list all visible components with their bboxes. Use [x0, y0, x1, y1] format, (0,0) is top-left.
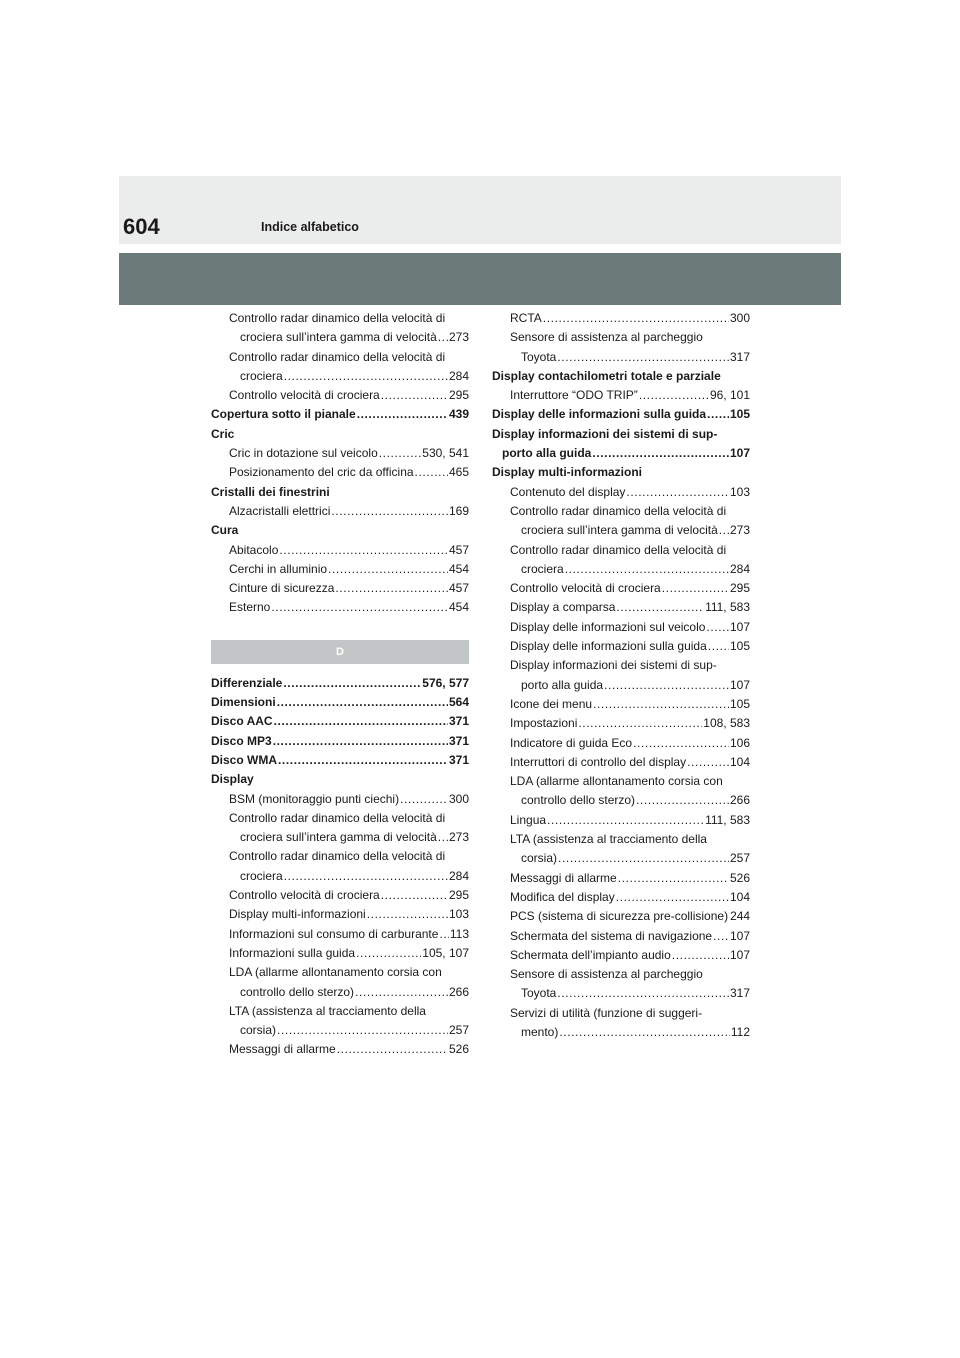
dot-leader — [604, 676, 729, 695]
index-entry-sub — [211, 579, 469, 598]
dot-leader — [547, 811, 704, 830]
index-page-ref: 284 — [448, 868, 469, 883]
index-entry-text: Dimensioni — [211, 695, 276, 710]
index-page-ref: 103 — [729, 484, 750, 499]
dot-leader — [557, 984, 729, 1003]
index-page-ref: 526 — [448, 1042, 469, 1057]
index-entry-sub — [492, 386, 750, 405]
index-entry-text: Impostazioni — [510, 716, 578, 731]
index-entry-text: LTA (assistenza al tracciamento della — [229, 1003, 426, 1018]
index-entry-text: Controllo velocità di crociera — [510, 581, 661, 596]
index-entry-text: Controllo velocità di crociera — [229, 888, 380, 903]
index-entry-text: Messaggi di allarme — [510, 870, 617, 885]
index-page-ref: 257 — [729, 851, 750, 866]
index-entry-text: Differenziale — [211, 675, 283, 690]
index-entry-sub — [492, 502, 750, 541]
index-entry-text: Display informazioni dei sistemi di sup- — [510, 658, 717, 673]
index-entry-text: LDA (allarme allontanamento corsia con — [510, 774, 723, 789]
index-entry-sub — [492, 714, 750, 733]
index-entry-sub — [211, 847, 469, 886]
dot-leader — [381, 386, 448, 405]
dot-leader — [636, 791, 729, 810]
index-page-ref: 317 — [729, 986, 750, 1001]
index-entry-text: Cric — [211, 426, 235, 441]
index-page-ref: 295 — [729, 581, 750, 596]
dot-leader — [381, 886, 448, 905]
index-entry-sub — [211, 309, 469, 348]
dot-leader — [558, 849, 729, 868]
index-entry-text: Display contachilometri totale e parziale — [492, 368, 721, 383]
dot-leader — [593, 695, 729, 714]
index-entry-sub — [211, 1040, 469, 1059]
index-entry-text: Display delle informazioni sulla guida — [492, 407, 707, 422]
index-entry-text: Display multi-informazioni — [229, 907, 366, 922]
dot-leader — [356, 944, 421, 963]
index-page-ref: 465 — [448, 465, 469, 480]
index-page-ref: 106 — [729, 735, 750, 750]
index-entry-text: Disco MP3 — [211, 733, 272, 748]
index-entry-sub — [492, 811, 750, 830]
index-entry-sub — [211, 905, 469, 924]
index-entry-text: Controllo velocità di crociera — [229, 388, 380, 403]
index-entry-text: porto alla guida — [502, 446, 592, 461]
index-entry-text: crociera sull’intera gamma di velocità — [521, 523, 718, 538]
index-entry-text: Icone dei menu — [510, 696, 593, 711]
index-entry-text: LDA (allarme allontanamento corsia con — [229, 965, 442, 980]
index-entry-text: Cerchi in alluminio — [229, 561, 328, 576]
index-entry-text: Cristalli dei finestrini — [211, 484, 330, 499]
index-entry-sub — [211, 444, 469, 463]
index-entry-text: LTA (assistenza al tracciamento della — [510, 832, 707, 847]
index-page-ref: 169 — [448, 503, 469, 518]
index-entry-sub — [492, 1004, 750, 1043]
dot-leader — [633, 734, 729, 753]
index-entry-sub — [211, 809, 469, 848]
index-entry-text: Servizi di utilità (funzione di suggeri- — [510, 1005, 703, 1020]
index-entry-main — [211, 674, 469, 693]
index-entry-sub — [211, 463, 469, 482]
index-entry-text: Esterno — [229, 600, 271, 615]
index-page-ref: 273 — [729, 523, 750, 538]
index-entry-sub — [492, 637, 750, 656]
index-page-ref: 266 — [448, 984, 469, 999]
index-page-ref: 105 — [729, 696, 750, 711]
dot-leader — [626, 483, 729, 502]
dot-leader — [277, 693, 448, 712]
index-entry-text: BSM (monitoraggio punti ciechi) — [229, 791, 400, 806]
index-entry-sub — [492, 541, 750, 580]
index-page-ref: 113 — [449, 926, 469, 941]
index-entry-sub — [492, 869, 750, 888]
index-column-left — [211, 309, 469, 1060]
index-entry-main — [211, 770, 469, 789]
index-page-ref: 104 — [729, 889, 750, 904]
index-entry-text: Toyota — [521, 349, 557, 364]
index-entry-text: Cinture di sicurezza — [229, 581, 335, 596]
dot-leader — [331, 502, 448, 521]
dot-leader — [543, 309, 729, 328]
index-page-ref: 300 — [729, 311, 750, 325]
index-entry-text: Schermata del sistema di navigazione — [510, 928, 713, 943]
index-entry-text: Disco AAC — [211, 714, 273, 729]
dot-leader — [662, 579, 729, 598]
index-entry-sub — [211, 560, 469, 579]
index-entry-text: Controllo radar dinamico della velocità di — [229, 349, 446, 364]
index-page-ref: 111, 583 — [705, 812, 750, 827]
index-entry-sub — [492, 888, 750, 907]
index-entry-main — [492, 367, 750, 386]
dot-leader — [439, 925, 448, 944]
index-entry-text: Interruttori di controllo del display — [510, 754, 687, 769]
dot-leader — [578, 714, 702, 733]
dot-leader — [438, 328, 448, 347]
index-entry-text: Contenuto del display — [510, 484, 626, 499]
index-entry-text: Controllo radar dinamico della velocità di — [229, 311, 446, 325]
index-page-ref: 105, 107 — [422, 945, 469, 960]
index-entry-text: Toyota — [521, 986, 557, 1001]
index-entry-text: Informazioni sul consumo di carburante — [229, 926, 439, 941]
dot-leader — [283, 674, 421, 693]
dot-leader — [284, 867, 448, 886]
index-entry-sub — [211, 502, 469, 521]
index-entry-text: Display informazioni dei sistemi di sup- — [492, 426, 718, 441]
index-entry-sub — [211, 790, 469, 809]
dot-leader — [273, 732, 448, 751]
dot-leader — [687, 753, 729, 772]
dot-leader — [559, 1023, 730, 1042]
dot-leader — [713, 927, 729, 946]
index-entry-sub — [492, 695, 750, 714]
dot-leader — [278, 751, 448, 770]
index-page-ref: 530, 541 — [422, 446, 469, 461]
index-entry-text: Cric in dotazione sul veicolo — [229, 446, 378, 461]
index-entry-text: Abitacolo — [229, 542, 279, 557]
index-entry-sub — [492, 830, 750, 869]
dot-leader — [565, 560, 729, 579]
index-entry-sub — [492, 927, 750, 946]
index-entry-sub — [211, 386, 469, 405]
index-entry-main — [211, 712, 469, 731]
index-entry-text: Controllo radar dinamico della velocità di — [510, 542, 727, 557]
dot-leader — [274, 712, 448, 731]
index-entry-text: Disco WMA — [211, 752, 277, 767]
index-entry-sub — [492, 734, 750, 753]
index-entry-sub — [211, 598, 469, 617]
index-page-ref: 454 — [448, 561, 469, 576]
index-entry-text: RCTA — [510, 311, 542, 325]
index-page-ref: 317 — [729, 349, 750, 364]
index-entry-main — [211, 521, 469, 540]
index-column-right — [492, 309, 750, 1042]
index-entry-sub — [492, 598, 750, 617]
index-entry-sub — [492, 309, 750, 328]
index-entry-text: corsia) — [521, 851, 558, 866]
index-page-ref: 107 — [729, 677, 750, 692]
dot-leader — [279, 541, 448, 560]
index-entry-text: Lingua — [510, 812, 547, 827]
index-entry-text: Indicatore di guida Eco — [510, 735, 633, 750]
index-entry-sub — [492, 656, 750, 695]
index-page-ref: 439 — [448, 407, 469, 422]
dot-leader — [672, 946, 729, 965]
index-page-ref: 371 — [448, 733, 469, 748]
header-band — [119, 253, 841, 305]
dot-leader — [335, 579, 448, 598]
index-entry-main — [492, 425, 750, 464]
index-entry-text: Display multi-informazioni — [492, 465, 643, 480]
dot-leader — [618, 869, 729, 888]
dot-leader — [616, 598, 704, 617]
index-entry-sub — [492, 907, 750, 926]
dot-leader — [379, 444, 422, 463]
index-entry-text: porto alla guida — [521, 677, 604, 692]
dot-leader — [708, 637, 729, 656]
index-entry-sub — [492, 772, 750, 811]
index-entry-text: Interruttore “ODO TRIP” — [510, 388, 638, 403]
index-page-ref: 112 — [730, 1024, 750, 1039]
index-entry-sub — [492, 618, 750, 637]
index-entry-main — [211, 693, 469, 712]
index-page-ref: 284 — [448, 368, 469, 383]
dot-leader — [284, 367, 448, 386]
index-list-c — [211, 309, 469, 618]
index-entry-sub — [211, 925, 469, 944]
index-page-ref: 454 — [448, 600, 469, 615]
dot-leader — [400, 790, 448, 809]
index-entry-text: Informazioni sulla guida — [229, 945, 356, 960]
index-entry-text: Posizionamento del cric da officina — [229, 465, 414, 480]
dot-leader — [616, 888, 729, 907]
index-page-ref: 103 — [448, 907, 469, 922]
index-entry-sub — [211, 886, 469, 905]
index-page-ref: 371 — [448, 714, 469, 729]
index-entry-text: crociera — [240, 368, 283, 383]
index-entry-text: Copertura sotto il pianale — [211, 407, 356, 422]
index-entry-sub — [211, 944, 469, 963]
dot-leader — [592, 444, 729, 463]
index-entry-text: Controllo radar dinamico della velocità di — [229, 810, 446, 825]
index-entry-text: PCS (sistema di sicurezza pre-collisione) — [510, 909, 729, 924]
index-entry-sub — [492, 753, 750, 772]
index-page-ref: 457 — [448, 581, 469, 596]
index-entry-sub — [492, 965, 750, 1004]
index-entry-main — [211, 405, 469, 424]
index-page-ref: 371 — [448, 752, 469, 767]
index-page-ref: 300 — [448, 791, 469, 806]
index-entry-text: Controllo radar dinamico della velocità di — [229, 849, 446, 864]
index-entry-main — [211, 751, 469, 770]
index-entry-text: crociera — [240, 868, 283, 883]
index-page-ref: 107 — [729, 947, 750, 962]
index-entry-sub — [211, 1002, 469, 1041]
index-page-ref: 526 — [729, 870, 750, 885]
index-entry-sub — [211, 541, 469, 560]
index-entry-text: Sensore di assistenza al parcheggio — [510, 330, 703, 345]
dot-leader — [415, 463, 448, 482]
index-entry-text: crociera sull’intera gamma di velocità — [240, 830, 437, 845]
dot-leader — [706, 618, 729, 637]
index-page-ref: 96, 101 — [709, 388, 750, 403]
dot-leader — [438, 828, 448, 847]
index-page-ref: 284 — [729, 561, 750, 576]
index-list-d-continued — [492, 309, 750, 1042]
index-entry-text: crociera sull’intera gamma di velocità — [240, 330, 437, 345]
index-entry-text: Messaggi di allarme — [229, 1042, 336, 1057]
index-entry-text: Schermata dell’impianto audio — [510, 947, 671, 962]
index-entry-text: Display — [211, 772, 254, 787]
index-entry-text: corsia) — [240, 1023, 277, 1038]
section-title: Indice alfabetico — [261, 220, 359, 234]
index-entry-text: Alzacristalli elettrici — [229, 503, 331, 518]
index-entry-text: controllo dello sterzo) — [240, 984, 355, 999]
index-page-ref: 105 — [729, 407, 750, 422]
index-entry-text: Display delle informazioni sulla guida — [510, 639, 707, 654]
index-page-ref: 266 — [729, 793, 750, 808]
index-entry-main — [492, 405, 750, 424]
index-entry-sub — [492, 483, 750, 502]
index-entry-main — [211, 425, 469, 444]
index-page-ref: 295 — [448, 388, 469, 403]
index-page-ref: 295 — [448, 888, 469, 903]
dot-leader — [357, 405, 448, 424]
dot-leader — [639, 386, 709, 405]
index-page-ref: 257 — [448, 1023, 469, 1038]
index-page-ref: 564 — [448, 695, 469, 710]
index-page-ref: 108, 583 — [703, 716, 750, 731]
dot-leader — [367, 905, 448, 924]
index-entry-sub — [492, 328, 750, 367]
index-page-ref: 107 — [729, 446, 750, 461]
index-entry-main — [211, 483, 469, 502]
index-entry-text: controllo dello sterzo) — [521, 793, 636, 808]
index-entry-text: Controllo radar dinamico della velocità di — [510, 503, 727, 518]
index-entry-sub — [492, 579, 750, 598]
index-page-ref: 273 — [448, 330, 469, 345]
dot-leader — [719, 521, 729, 540]
dot-leader — [355, 983, 448, 1002]
index-entry-main — [211, 732, 469, 751]
index-entry-text: Cura — [211, 523, 239, 538]
index-entry-text: Sensore di assistenza al parcheggio — [510, 967, 703, 982]
index-entry-text: mento) — [521, 1024, 559, 1039]
index-entry-sub — [492, 946, 750, 965]
index-page-ref: 105 — [729, 639, 750, 654]
dot-leader — [271, 598, 448, 617]
index-page-ref: 107 — [729, 928, 750, 943]
index-entry-text: Display delle informazioni sul veicolo — [510, 619, 706, 634]
index-entry-sub — [211, 348, 469, 387]
index-page-ref: 457 — [448, 542, 469, 557]
index-page-ref: 107 — [729, 619, 750, 634]
dot-leader — [337, 1040, 448, 1059]
index-entry-text: crociera — [521, 561, 564, 576]
page-header — [119, 176, 841, 244]
index-entry-text: Modifica del display — [510, 889, 615, 904]
index-entry-sub — [211, 963, 469, 1002]
dot-leader — [277, 1021, 448, 1040]
index-list-d — [211, 674, 469, 1060]
dot-leader — [557, 348, 729, 367]
letter-heading-d: D — [211, 640, 469, 664]
page-number: 604 — [123, 214, 160, 239]
dot-leader — [707, 405, 729, 424]
index-page-ref: 111, 583 — [705, 600, 750, 615]
index-page-ref: 104 — [729, 754, 750, 769]
index-entry-text: Display a comparsa — [510, 600, 616, 615]
dot-leader — [328, 560, 448, 579]
index-page-ref: 576, 577 — [422, 675, 469, 690]
index-page-ref: 244 — [730, 909, 751, 924]
index-entry-main — [492, 463, 750, 482]
index-page-ref: 273 — [448, 830, 469, 845]
